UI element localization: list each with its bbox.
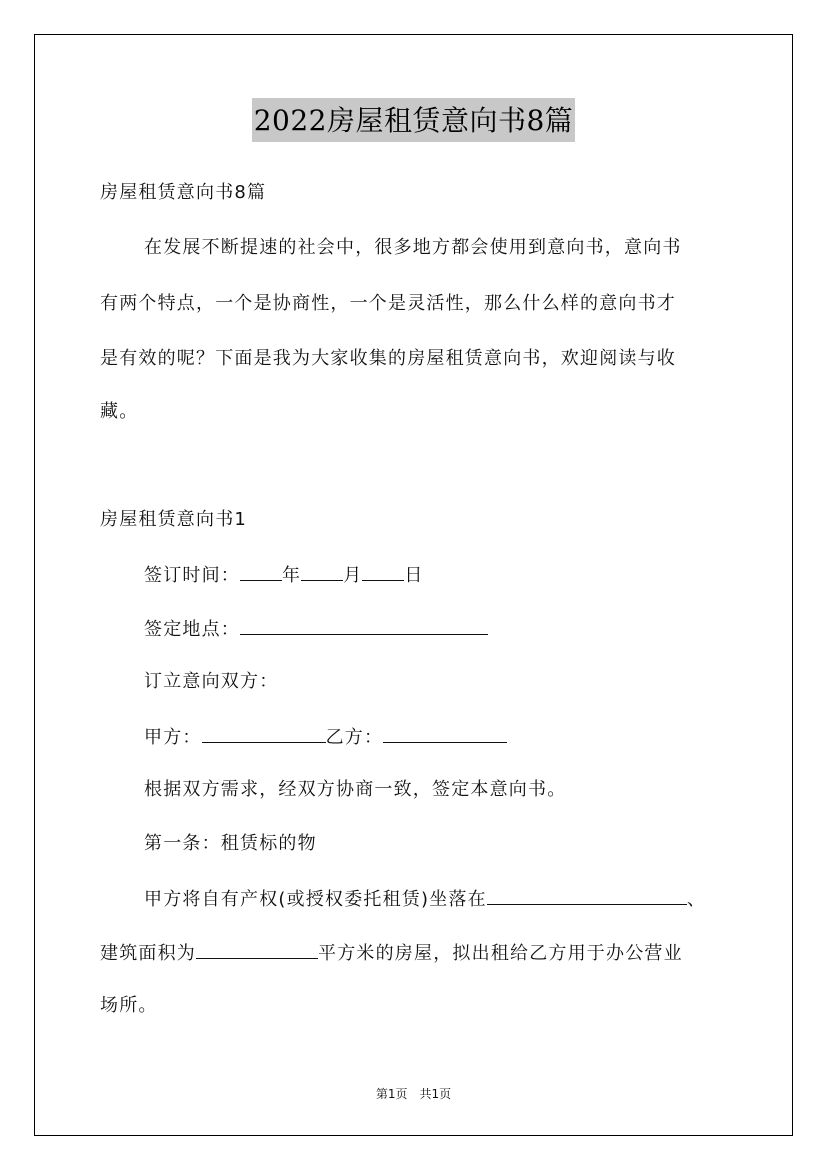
sign-place-label: 签定地点：: [144, 619, 240, 640]
subtitle: 房屋租赁意向书8篇: [100, 182, 267, 203]
sign-place-blank[interactable]: [240, 616, 488, 635]
party-a-label: 甲方：: [144, 727, 202, 748]
month-blank[interactable]: [301, 562, 343, 581]
year-label: 年: [282, 565, 302, 586]
parties-line: [144, 724, 507, 750]
sign-time-label: 签订时间：: [144, 565, 240, 586]
article1-line-3: 场所。: [100, 995, 158, 1016]
year-blank[interactable]: [240, 562, 282, 581]
article1-line-2: [100, 940, 683, 966]
intro-line-4: 藏。: [100, 401, 139, 422]
article1-line1-suffix: 、: [686, 889, 707, 910]
intro-line-3: 是有效的呢？下面是我为大家收集的房屋租赁意向书，欢迎阅读与收: [100, 348, 676, 369]
day-blank[interactable]: [362, 562, 404, 581]
sign-place-line: [144, 616, 488, 642]
sign-time-line: [144, 562, 424, 588]
section1-heading: 房屋租赁意向书1: [100, 509, 248, 530]
location-blank[interactable]: [487, 886, 687, 905]
intro-line-2: 有两个特点，一个是协商性，一个是灵活性，那么什么样的意向书才: [100, 293, 676, 314]
article1-line2-suffix: 平方米的房屋，拟出租给乙方用于办公营业: [318, 943, 683, 964]
area-blank[interactable]: [196, 940, 318, 959]
article1-line2-prefix: 建筑面积为: [100, 943, 196, 964]
title-wrap: [0, 98, 827, 142]
article1-line1-prefix: 甲方将自有产权(或授权委托租赁)坐落在: [144, 889, 487, 910]
day-label: 日: [404, 565, 424, 586]
month-label: 月: [343, 565, 363, 586]
party-a-blank[interactable]: [202, 724, 326, 743]
party-b-label: 乙方：: [325, 727, 384, 748]
intro-line-1: 在发展不断提速的社会中，很多地方都会使用到意向书，意向书: [144, 237, 682, 258]
parties-heading: 订立意向双方：: [144, 671, 279, 692]
page-footer: 第1页 共1页: [375, 1087, 452, 1101]
consensus-line: 根据双方需求，经双方协商一致，签定本意向书。: [144, 779, 567, 800]
article1-heading: 第一条：租赁标的物: [144, 833, 317, 854]
party-b-blank[interactable]: [383, 724, 507, 743]
article1-line-1: [144, 886, 706, 912]
page-title: 2022房屋租赁意向书8篇: [252, 98, 576, 142]
